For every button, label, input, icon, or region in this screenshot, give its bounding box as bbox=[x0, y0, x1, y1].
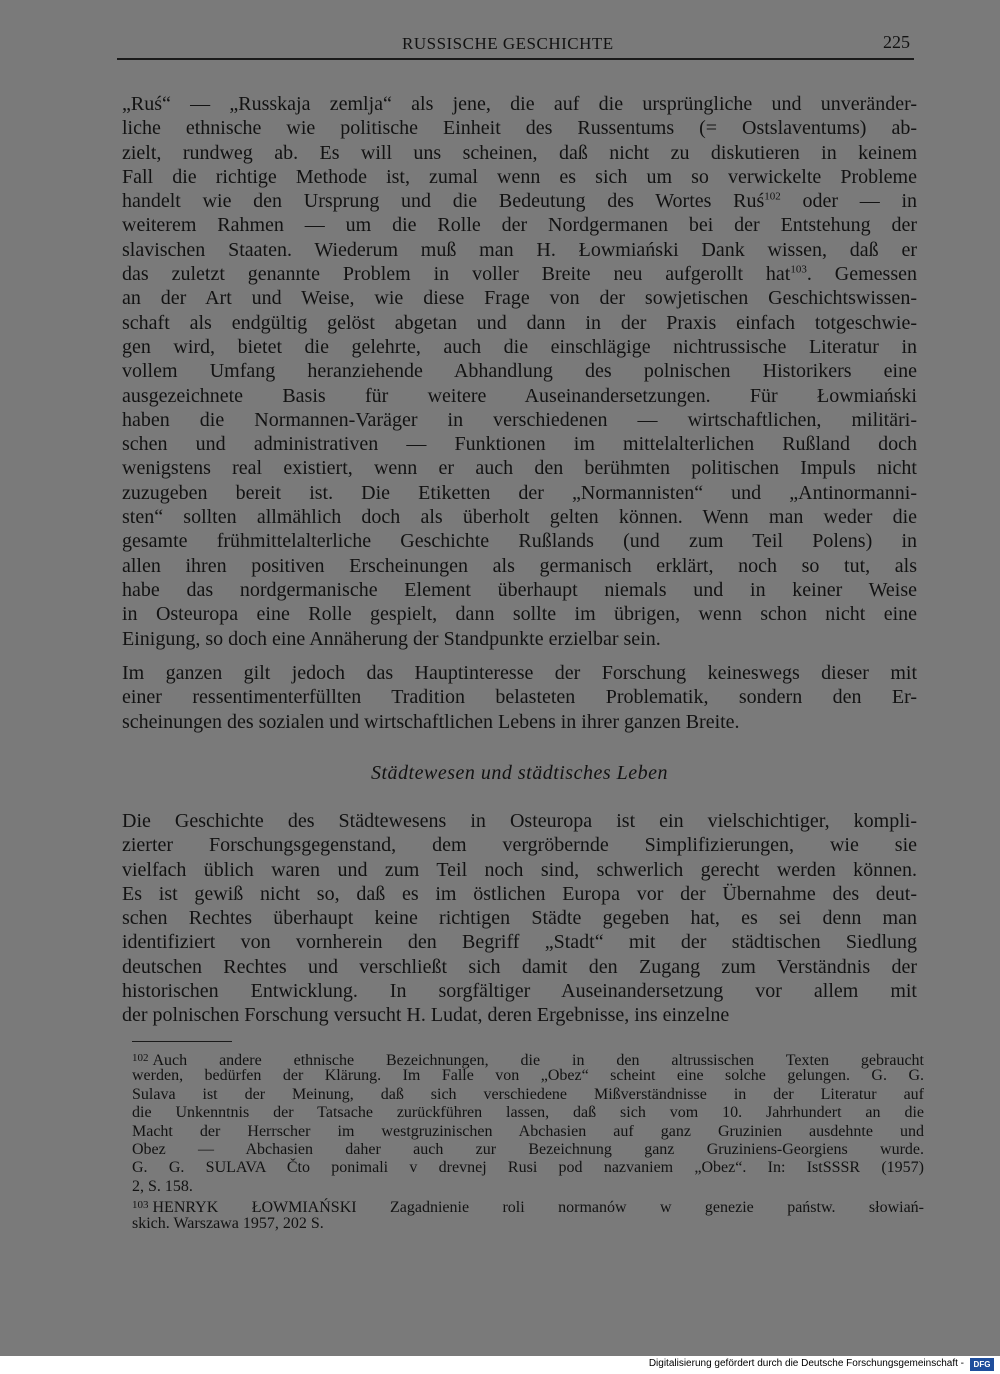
footnote-line bbox=[132, 1178, 924, 1196]
footnote-text: Obez — Abchasien daher auch zur Bezeichnung ganz Gruziniens-Georgiens wurde. bbox=[132, 1140, 924, 1158]
page-number: 225 bbox=[883, 32, 910, 52]
text-line: haben die Normannen-Varäger in verschiedenen — wirtschaftlichen, militäri- bbox=[122, 408, 917, 431]
footnote-reference: 103 bbox=[790, 263, 807, 276]
text-line: vollem Umfang heranziehende Abhandlung des polnischen Historikers eine bbox=[122, 360, 917, 383]
text-line: ausgezeichnete Basis für weitere Auseinandersetzungen. Für Łowmiański bbox=[122, 384, 917, 407]
footnote-text: die Unkenntnis der Tatsache zurückführen lassen, daß sich vom 10. Jahrhundert an die bbox=[132, 1104, 924, 1122]
footnote-number: 103 bbox=[132, 1199, 149, 1212]
text-line: zierter Forschungsgegenstand, dem vergröbernde Simplifizierungen, wie sie bbox=[122, 834, 917, 857]
footnote-line bbox=[132, 1086, 924, 1104]
text-line: schaft als endgültig gelöst abgetan und dann in der Praxis einfach totgeschwie- bbox=[122, 311, 917, 334]
text-line: weiterem Rahmen — um die Rolle der Nordgermanen bei der Entstehung der bbox=[122, 214, 917, 237]
footnote-line bbox=[132, 1104, 924, 1122]
footnote-text: 2, S. 158. bbox=[132, 1177, 193, 1195]
text-line: Fall die richtige Methode ist, zumal wenn es sich um so verwickelte Probleme bbox=[122, 165, 917, 188]
text-line: der polnischen Forschung versucht H. Ludat, deren Ergebnisse, ins einzelne bbox=[122, 1004, 730, 1027]
footnote-reference: 102 bbox=[764, 190, 781, 203]
footnote-line bbox=[132, 1049, 924, 1067]
footnote-line bbox=[132, 1141, 924, 1159]
text-line: vielfach üblich waren und zum Teil noch sind, schwerlich gerecht werden können. bbox=[122, 858, 917, 881]
footnote-line bbox=[132, 1067, 924, 1085]
text-line: schen und administrativen — Funktionen im mittelalterlichen Rußland doch bbox=[122, 433, 917, 456]
text-line: schen Rechtes überhaupt keine richtigen Städte gegeben hat, es sei denn man bbox=[122, 907, 917, 930]
text-line bbox=[122, 262, 917, 286]
footnote-line bbox=[132, 1196, 924, 1217]
section-heading: Städtewesen und städtisches Leben bbox=[370, 762, 669, 784]
footnote-rule bbox=[132, 1041, 232, 1042]
text-line: slavischen Staaten. Wiederum muß man H. Łowmiański Dank wissen, daß er bbox=[122, 238, 917, 261]
text-line bbox=[122, 189, 917, 213]
text-line: „Ruś“ — „Russkaja zemlja“ als jene, die auf die ursprüngliche und unveränder- bbox=[122, 93, 917, 115]
footnote-number: 102 bbox=[132, 1052, 149, 1064]
text-line: Die Geschichte des Städtewesens in Osteuropa ist ein vielschichtiger, kompli- bbox=[122, 810, 917, 832]
text-segment: handelt wie den Ursprung und die Bedeutung des Wortes Ruś bbox=[122, 190, 765, 213]
footnote-text: skich. Warszawa 1957, 202 S. bbox=[132, 1214, 324, 1232]
paragraph-main-interest bbox=[122, 661, 917, 734]
digitization-footer bbox=[0, 1356, 1000, 1374]
footnote-line bbox=[132, 1123, 924, 1141]
footnote-line bbox=[132, 1215, 924, 1233]
text-line: einer ressentimenterfüllten Tradition belasteten Problematik, sondern den Er- bbox=[122, 686, 917, 709]
text-line: allen ihren positiven Erscheinungen als germanisch erklärt, noch so tut, als bbox=[122, 554, 917, 577]
footnote-text: Sulava ist der Meinung, daß sich verschiedene Mißverständnisse in der Literatur auf bbox=[132, 1085, 924, 1103]
text-line: identifiziert von vornherein den Begriff „Stadt“ mit der städtischen Siedlung bbox=[122, 931, 917, 954]
text-line: Im ganzen gilt jedoch das Hauptinteresse der Forschung keineswegs dieser mit bbox=[122, 662, 917, 684]
text-line: Einigung, so doch eine Annäherung der Standpunkte erzielbar sein. bbox=[122, 627, 661, 650]
footnote-line bbox=[132, 1159, 924, 1177]
text-line: zuzugeben bereit ist. Die Etiketten der „Normannisten“ und „Antinormanni- bbox=[122, 481, 917, 504]
footnote-text: HENRYK ŁOWMIAŃSKI Zagadnienie roli normanów w genezie państw. słowiań- bbox=[152, 1199, 924, 1217]
text-line: an der Art und Weise, wie diese Frage von der sowjetischen Geschichtswissen- bbox=[122, 287, 917, 310]
footnote-text: Macht der Herrscher im westgruzinischen Abchasien auf ganz Gruzinien ausdehnte und bbox=[132, 1122, 924, 1140]
text-segment: . Gemessen bbox=[806, 263, 917, 286]
footnotes bbox=[132, 1049, 924, 1233]
header-rule bbox=[117, 58, 914, 60]
text-line: gen wird, bietet die gelehrte, auch die einschlägige nichtrussische Literatur in bbox=[122, 335, 917, 358]
text-line: sten“ sollten allmählich doch als überholt gelten können. Wenn man weder die bbox=[122, 506, 917, 529]
text-line: zielt, rundweg ab. Es will uns scheinen, daß nicht zu diskutieren in keinem bbox=[122, 141, 917, 164]
footnote-text: Auch andere ethnische Bezeichnungen, die in den altrussischen Texten gebraucht bbox=[152, 1052, 924, 1069]
text-line: wenigstens real existiert, wenn er auch den berühmten politischen Impuls nicht bbox=[122, 457, 917, 480]
text-line: Es ist gewiß nicht so, daß es im östlichen Europa vor der Übernahme des deut- bbox=[122, 882, 917, 905]
text-line: in Osteuropa eine Rolle gespielt, dann sollte im übrigen, wenn schon nicht eine bbox=[122, 603, 917, 626]
footnote-text: werden, bedürfen der Klärung. Im Falle von „Obez“ scheint eine solche gelungen. G. G. bbox=[132, 1067, 924, 1085]
text-line: scheinungen des sozialen und wirtschaftlichen Lebens in ihrer ganzen Breite. bbox=[122, 710, 740, 733]
text-line: historischen Entwicklung. In sorgfältiger Auseinandersetzung vor allem mit bbox=[122, 980, 917, 1003]
text-line: deutschen Rechtes und verschließt sich damit den Zugang zum Verständnis der bbox=[122, 955, 917, 978]
paragraph-ruś-discussion bbox=[122, 92, 917, 651]
text-line: liche ethnische wie politische Einheit des Russentums (= Ostslaventums) ab- bbox=[122, 117, 917, 140]
footnote-text: G. G. SULAVA Čto ponimali v drevnej Rusi pod nazvaniem „Obez“. In: IstSSSR (1957) bbox=[132, 1159, 924, 1177]
running-head bbox=[117, 32, 914, 58]
paragraph-urban-history bbox=[122, 809, 917, 1028]
digitization-note: Digitalisierung gefördert durch die Deutsche Forschungsgemeinschaft - bbox=[648, 1358, 964, 1369]
text-line: gesamte frühmittelalterliche Geschichte Rußlands (und zum Teil Polens) in bbox=[122, 530, 917, 553]
text-line: habe das nordgermanische Element überhaupt niemals und in keiner Weise bbox=[122, 578, 917, 601]
dfg-logo: DFG bbox=[970, 1358, 994, 1371]
running-title: RUSSISCHE GESCHICHTE bbox=[402, 34, 614, 53]
text-segment: das zuletzt genannte Problem in voller Breite neu aufgerollt hat bbox=[122, 263, 791, 286]
text-segment: oder — in bbox=[780, 190, 918, 213]
